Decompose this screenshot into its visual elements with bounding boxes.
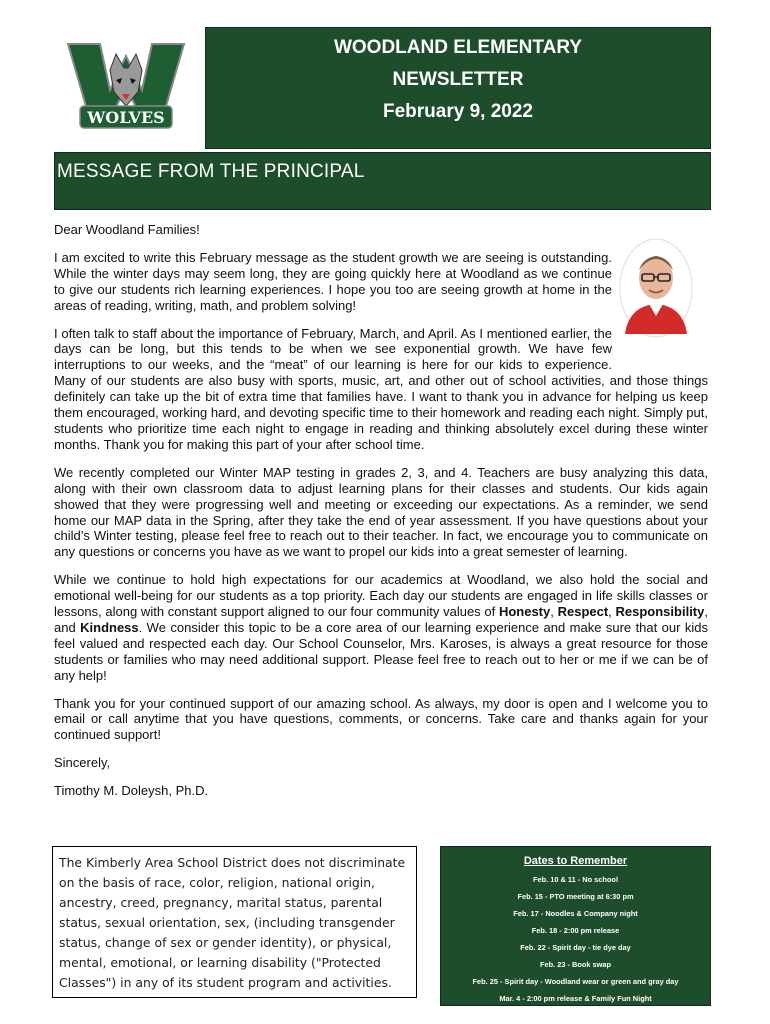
date-item: Feb. 22 - Spirit day - tie dye day: [520, 943, 631, 952]
section-header: [54, 152, 711, 210]
wolves-logo: [66, 40, 186, 132]
greeting: Dear Woodland Families!: [54, 222, 200, 237]
paragraph-4: While we continue to hold high expectations for our academics at Woodland, we also hold the social and emotional well-being for our students as a top priority. Each day our students are engaged in life skills classes or lessons, along with constant support aligned to our four community values of Honesty, Respect, Responsibility, and Kindness. We consider this topic to be a core area of our learning experience and make sure that our kids feel valued and respected each day. Our School Counselor, Mrs. Karoses, is always a great resource for those students or families who may need additional support. Please feel free to reach out to her or me if we can be of any help!: [54, 572, 708, 683]
value-kindness: Kindness: [80, 619, 139, 635]
paragraph-2: I often talk to staff about the importance of February, March, and April. As I mentioned earlier, the days can be long, but this tends to be when we see exponential growth. We have few interruptions to our weeks, and the “meat” of our learning is here for our kids to experience. Many of our students are also busy with sports, music, art, and other out of school activities, and those things definitely can take up the bit of extra time that families have. I want to thank you in advance for helping us keep them encouraged, working hard, and devoting specific time to their homework and reading each night. Simply put, students who prioritize time each night to engage in reading and thinking absolutely excel during these winter months. Thank you for making this part of your after school time.: [54, 325, 708, 452]
paragraph-3: We recently completed our Winter MAP testing in grades 2, 3, and 4. Teachers are busy analyzing this data, along with their own classroom data to adjust learning plans for their classes and students. Our kids again showed that they were progressing well and meeting or exceeding our expectations. As a reminder, we send home our MAP data in the Spring, after they take the end of year assessment. If you have questions about your child’s Winter testing, please feel free to reach out to their teacher. In fact, we encourage you to communicate on any questions or concerns you have as we want to propel our kids into a great semester of learning.: [54, 464, 708, 560]
nondiscrimination-notice: The Kimberly Area School District does not discriminate on the basis of race, color, religion, national origin, ancestry, creed, pregnancy, marital status, parental status, sexual orientation, sex, (including transgender status, change of sex or gender identity), or physical, mental, emotional, or learning disability ("Protected Classes") in any of its student program and activities.: [52, 846, 417, 998]
newsletter-label: NEWSLETTER: [392, 69, 524, 90]
newsletter-date: February 9, 2022: [383, 101, 533, 122]
date-item: Feb. 18 - 2:00 pm release: [531, 926, 620, 935]
date-item: Feb. 17 - Noodles & Company night: [513, 909, 638, 918]
dates-title: Dates to Remember: [523, 855, 628, 867]
closing: Sincerely,: [54, 755, 111, 771]
paragraph-5: Thank you for your continued support of our amazing school. As always, my door is open and I welcome you to email or call anytime that you have questions, comments, or concerns. Take care and thanks again for your continued support!: [54, 695, 708, 743]
date-item: Feb. 10 & 11 - No school: [532, 875, 618, 884]
logo-wordmark: WOLVES: [87, 108, 165, 127]
section-title: MESSAGE FROM THE PRINCIPAL: [57, 161, 365, 182]
newsletter-header: [205, 27, 711, 149]
date-item: Mar. 4 - 2:00 pm release & Family Fun Night: [499, 994, 652, 1003]
principal-letter: [54, 222, 708, 811]
paragraph-1: I am excited to write this February message as the student growth we are seeing is outstanding. While the winter days may seem long, they are going quickly here at Woodland as we continue to give our students rich learning experiences. I hope you too are seeing growth at home in the areas of reading, writing, math, and problem solving!: [54, 249, 612, 313]
school-name: WOODLAND ELEMENTARY: [333, 37, 583, 58]
signature: Timothy M. Doleysh, Ph.D.: [54, 783, 209, 799]
date-item: Feb. 15 - PTO meeting at 6:30 pm: [517, 892, 634, 901]
value-responsibility: Responsibility: [615, 604, 705, 620]
date-item: Feb. 25 - Spirit day - Woodland wear or green and gray day: [472, 977, 679, 986]
value-honesty: Honesty: [498, 604, 551, 620]
date-item: Feb. 23 - Book swap: [539, 960, 612, 969]
dates-to-remember: [440, 846, 711, 1006]
value-respect: Respect: [557, 604, 609, 620]
